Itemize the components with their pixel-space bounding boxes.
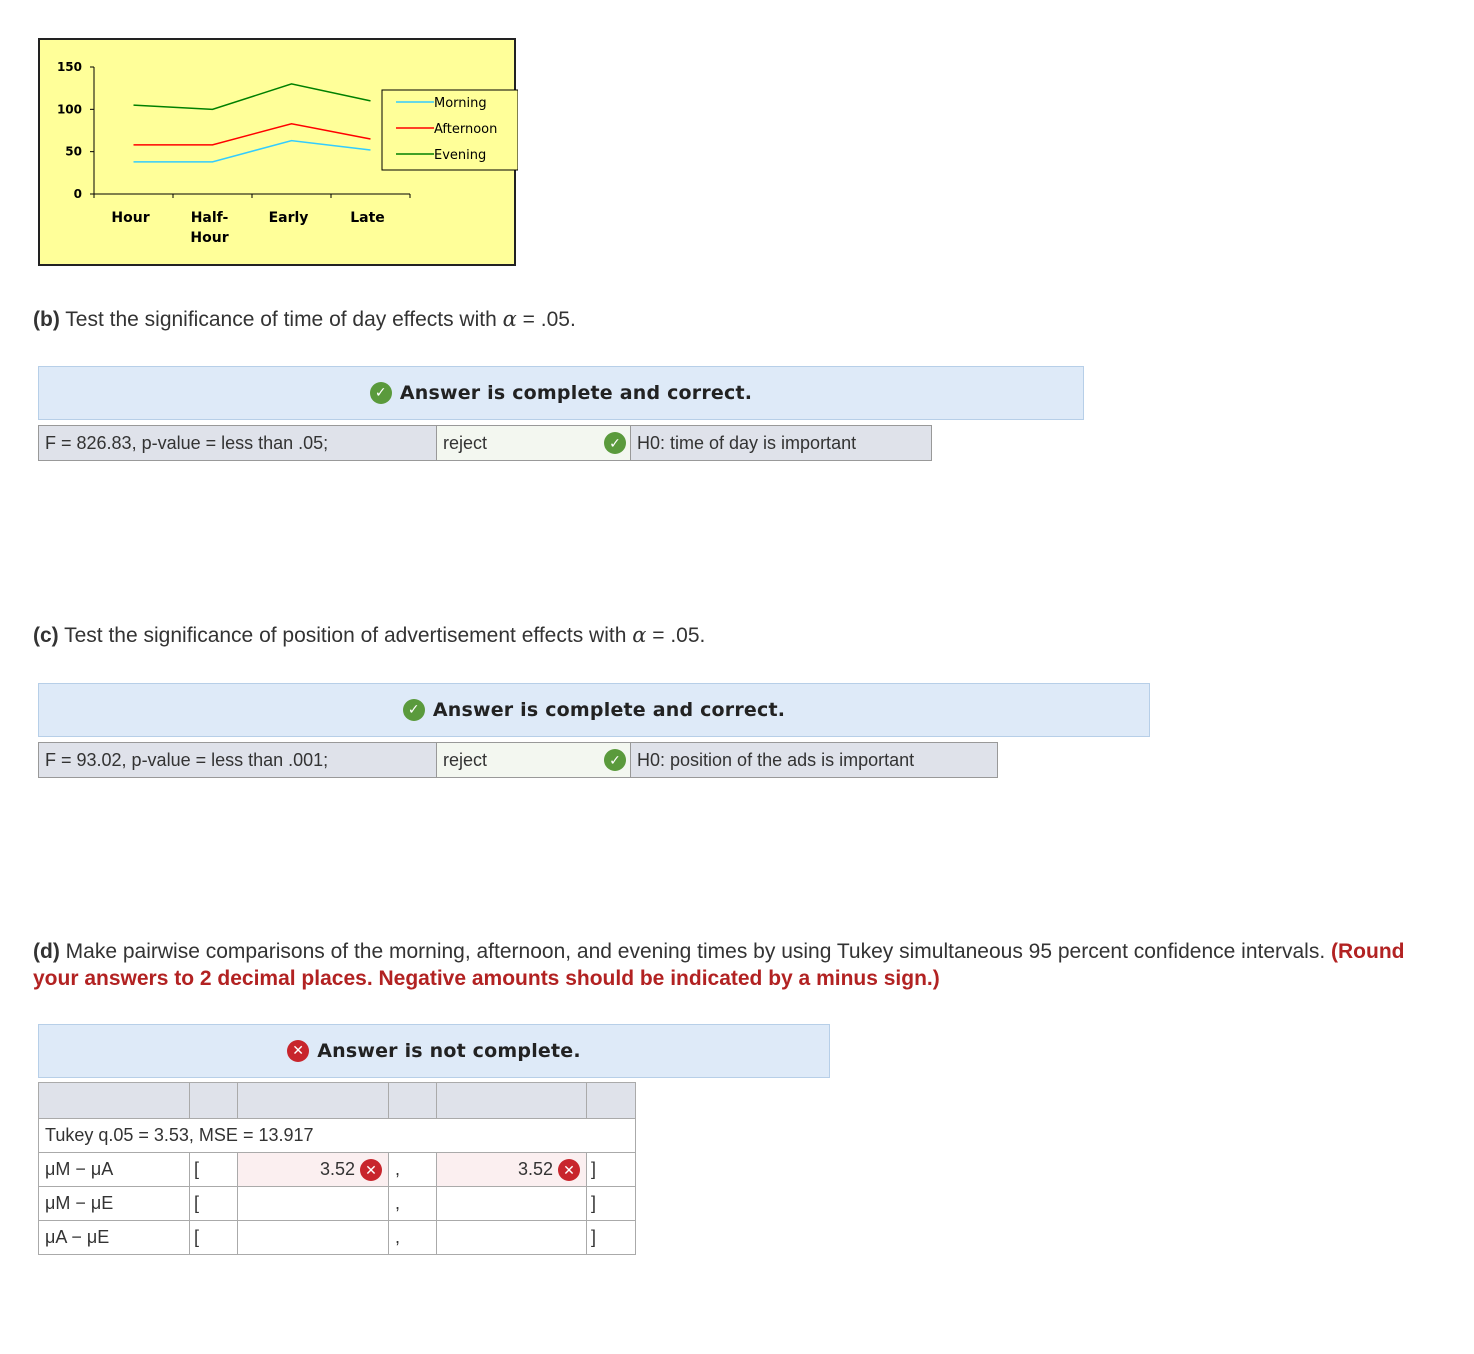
part-d-instruction: (Round your answers to 2 decimal places. Negative amounts should be indicated by a minus sign.) (33, 940, 1405, 990)
part-c-banner (38, 683, 1150, 737)
part-b-banner (38, 366, 1084, 420)
upper-bound-input[interactable] (437, 1221, 587, 1255)
part-d-text: Make pairwise comparisons of the morning, afternoon, and evening times by using Tukey simultaneous 95 percent confidence intervals. (59, 940, 1332, 963)
lower-bound-input[interactable] (238, 1187, 389, 1221)
close-bracket: ] (587, 1221, 636, 1255)
decision-select[interactable] (437, 426, 631, 460)
check-icon: ✓ (604, 749, 626, 771)
decision-value: reject (443, 432, 488, 453)
table-header-row (39, 1083, 636, 1119)
legend-label: Evening (434, 148, 487, 163)
series-line-afternoon (134, 124, 371, 145)
stat-cell: F = 93.02, p-value = less than .001; (39, 743, 437, 777)
header-cell (39, 1083, 190, 1119)
open-bracket: [ (190, 1153, 238, 1187)
banner-text: Answer is complete and correct. (399, 382, 753, 404)
lower-bound-input[interactable] (238, 1153, 389, 1187)
series-line-evening (134, 84, 371, 109)
open-bracket: [ (190, 1221, 238, 1255)
header-cell (238, 1083, 389, 1119)
y-tick-label: 100 (56, 102, 82, 117)
table-row (39, 1153, 636, 1187)
part-d-question (33, 938, 1433, 992)
separator: , (389, 1187, 437, 1221)
decision-value: reject (443, 749, 488, 770)
open-bracket: [ (190, 1187, 238, 1221)
lower-bound-input[interactable] (238, 1221, 389, 1255)
header-cell (190, 1083, 238, 1119)
banner-text: Answer is complete and correct. (432, 699, 786, 721)
alpha-value: = .05. (516, 308, 576, 331)
part-b-answer-row (38, 425, 932, 461)
part-d-banner (38, 1024, 830, 1078)
chart-svg (40, 40, 518, 268)
line-chart (38, 38, 516, 266)
lower-value: 3.52 (319, 1158, 355, 1179)
y-tick-label: 0 (73, 187, 82, 201)
alpha-symbol: α (502, 307, 517, 331)
upper-bound-input[interactable] (437, 1187, 587, 1221)
banner-text: Answer is not complete. (317, 1040, 581, 1062)
row-label: μA − μE (39, 1221, 190, 1255)
x-icon: ✕ (558, 1159, 580, 1181)
part-c-answer-row (38, 742, 998, 778)
row-label: μM − μA (39, 1153, 190, 1187)
header-cell (389, 1083, 437, 1119)
y-tick-label: 150 (56, 60, 82, 74)
separator: , (389, 1221, 437, 1255)
tukey-info-row (39, 1119, 636, 1153)
row-label: μM − μE (39, 1187, 190, 1221)
check-icon: ✓ (403, 699, 425, 721)
close-bracket: ] (587, 1153, 636, 1187)
stat-cell: F = 826.83, p-value = less than .05; (39, 426, 437, 460)
series-line-morning (134, 141, 371, 162)
legend-label: Afternoon (434, 122, 498, 137)
header-cell (587, 1083, 636, 1119)
tukey-info: Tukey q.05 = 3.53, MSE = 13.917 (39, 1119, 636, 1153)
conclusion-cell: H0: time of day is important (631, 426, 931, 460)
legend-label: Morning (434, 96, 487, 111)
x-icon: ✕ (287, 1040, 309, 1062)
alpha-symbol: α (632, 623, 647, 647)
x-tick-label: Half- (190, 210, 229, 226)
check-icon: ✓ (604, 432, 626, 454)
part-c-text: Test the significance of position of advertisement effects with (58, 624, 633, 647)
part-b-label: (b) (33, 308, 60, 331)
check-icon: ✓ (370, 382, 392, 404)
part-b-text: Test the significance of time of day effects with (59, 308, 503, 331)
close-bracket: ] (587, 1187, 636, 1221)
part-c-question (33, 622, 705, 649)
alpha-value: = .05. (646, 624, 706, 647)
x-tick-label: Late (350, 210, 385, 226)
decision-select[interactable] (437, 743, 631, 777)
upper-value: 3.52 (517, 1158, 553, 1179)
x-tick-label: Hour (190, 230, 229, 246)
x-tick-label: Early (268, 210, 309, 226)
part-b-question (33, 306, 576, 333)
upper-bound-input[interactable] (437, 1153, 587, 1187)
header-cell (437, 1083, 587, 1119)
x-tick-label: Hour (111, 210, 150, 226)
y-tick-label: 50 (65, 144, 82, 159)
part-d-label: (d) (33, 940, 60, 963)
table-row (39, 1221, 636, 1255)
separator: , (389, 1153, 437, 1187)
table-row (39, 1187, 636, 1221)
x-icon: ✕ (360, 1159, 382, 1181)
conclusion-cell: H0: position of the ads is important (631, 743, 997, 777)
tukey-table (38, 1082, 636, 1255)
part-c-label: (c) (33, 624, 59, 647)
